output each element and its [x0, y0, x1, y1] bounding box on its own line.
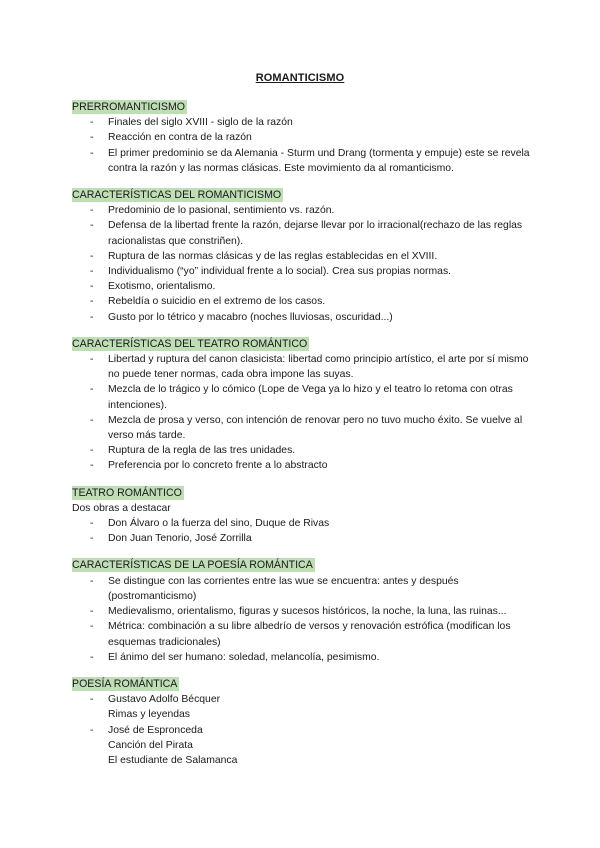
dash-marker: -: [90, 205, 94, 217]
list-item-text: Gusto por lo tétrico y macabro (noches lluviosas, oscuridad...): [108, 311, 393, 323]
section-caracteristicas-romanticismo: [72, 188, 542, 325]
dash-marker: -: [90, 533, 94, 545]
list-item-text: Finales del siglo XVIII - siglo de la razón: [108, 117, 293, 129]
bullet-list: [72, 352, 542, 474]
bullet-list: [72, 574, 542, 665]
list-item: [72, 531, 542, 546]
dash-marker: -: [90, 250, 94, 262]
dash-marker: -: [90, 575, 94, 587]
section-heading: CARACTERÍSTICAS DEL TEATRO ROMÁNTICO: [72, 337, 308, 350]
list-item-text: Ruptura de las normas clásicas y de las reglas establecidas en el XVIII.: [108, 250, 438, 262]
work-title: Rimas y leyendas: [108, 709, 191, 721]
dash-marker: -: [90, 694, 94, 706]
section-poesia-romantica: [72, 677, 542, 768]
bullet-list: [72, 203, 542, 325]
section-heading: TEATRO ROMÁNTICO: [72, 486, 182, 499]
author-name: Gustavo Adolfo Bécquer: [108, 694, 221, 706]
list-item: [72, 130, 542, 145]
section-teatro-romantico: [72, 486, 542, 547]
list-item-text: Medievalismo, orientalismo, figuras y sucesos históricos, la noche, la luna, las ruinas...: [108, 606, 507, 618]
work-title: El estudiante de Salamanca: [108, 754, 238, 766]
dash-marker: -: [90, 460, 94, 472]
list-item: [72, 115, 542, 130]
dash-marker: -: [90, 266, 94, 278]
author-item: [72, 723, 542, 769]
list-item-text: Don Álvaro o la fuerza del sino, Duque de Rivas: [108, 518, 330, 530]
list-item: [72, 516, 542, 531]
dash-marker: -: [90, 281, 94, 293]
list-item: [72, 294, 542, 309]
list-item-text: Ruptura de la regla de las tres unidades.: [108, 445, 296, 457]
document-body: [72, 100, 542, 780]
list-item-text: El primer predominio se da Alemania - Sturm und Drang (tormenta y empuje) este se revela contra la razón y las normas clásicas. Este movimiento da al romanticismo.: [108, 147, 530, 174]
list-item: [72, 352, 542, 382]
list-item: [72, 619, 542, 649]
document-title: ROMANTICISMO: [255, 72, 345, 84]
dash-marker: -: [90, 621, 94, 633]
author-name: José de Espronceda: [108, 724, 203, 736]
list-item-text: Libertad y ruptura del canon clasicista: libertad como principio artístico, el arte por sí mismo no puede tener normas, cada obra impone las suyas.: [108, 354, 529, 381]
section-caracteristicas-poesia: [72, 558, 542, 664]
list-item: [72, 146, 542, 176]
list-item-text: Métrica: combinación a su libre albedrío de versos y renovación estrófica (modifican los esquemas tradicionales): [108, 621, 511, 648]
list-item: [72, 443, 542, 458]
list-item-text: Preferencia por lo concreto frente a lo abstracto: [108, 460, 328, 472]
list-item-text: El ánimo del ser humano: soledad, melancolía, pesimismo.: [108, 651, 380, 663]
list-item: [72, 203, 542, 218]
list-item: [72, 218, 542, 248]
dash-marker: -: [90, 414, 94, 426]
dash-marker: -: [90, 296, 94, 308]
dash-marker: -: [90, 724, 94, 736]
list-item: [72, 382, 542, 412]
list-item: [72, 574, 542, 604]
list-item-text: Rebeldía o suicidio en el extremo de los casos.: [108, 296, 326, 308]
list-item-text: Reacción en contra de la razón: [108, 132, 252, 144]
list-item: [72, 310, 542, 325]
dash-marker: -: [90, 606, 94, 618]
dash-marker: -: [90, 518, 94, 530]
dash-marker: -: [90, 117, 94, 129]
list-item: [72, 604, 542, 619]
work-title: Canción del Pirata: [108, 739, 193, 751]
dash-marker: -: [90, 445, 94, 457]
list-item-text: Mezcla de prosa y verso, con intención de renovar pero no tuvo mucho éxito. Se vuelve al verso más tarde.: [108, 414, 523, 442]
list-item: [72, 458, 542, 473]
section-heading: CARACTERÍSTICAS DE LA POESÍA ROMÁNTICA: [72, 559, 313, 572]
bullet-list: [72, 516, 542, 546]
author-list: [72, 692, 542, 768]
list-item-text: Don Juan Tenorio, José Zorrilla: [108, 533, 252, 545]
section-prerromanticismo: [72, 100, 542, 176]
list-item: [72, 413, 542, 443]
section-heading: CARACTERÍSTICAS DEL ROMANTICISMO: [72, 189, 282, 202]
list-item: [72, 650, 542, 665]
list-item-text: Exotismo, orientalismo.: [108, 281, 216, 293]
list-item-text: Individualismo (“yo” individual frente a lo social). Crea sus propias normas.: [108, 266, 452, 278]
section-heading: POESÍA ROMÁNTICA: [72, 677, 178, 690]
dash-marker: -: [90, 384, 94, 396]
dash-marker: -: [90, 147, 94, 159]
section-intro: Dos obras a destacar: [72, 502, 171, 514]
dash-marker: -: [90, 132, 94, 144]
dash-marker: -: [90, 311, 94, 323]
list-item: [72, 249, 542, 264]
author-item: [72, 692, 542, 722]
list-item: [72, 264, 542, 279]
dash-marker: -: [90, 220, 94, 232]
dash-marker: -: [90, 354, 94, 366]
bullet-list: [72, 115, 542, 176]
list-item-text: Se distingue con las corrientes entre las wue se encuentra: antes y después (postromanticismo): [108, 575, 459, 602]
dash-marker: -: [90, 651, 94, 663]
section-caracteristicas-teatro: [72, 337, 542, 474]
list-item-text: Defensa de la libertad frente la razón, dejarse llevar por lo irracional(rechazo de las reglas racionalistas que constriñen).: [108, 220, 523, 247]
section-heading: PRERROMANTICISMO: [72, 101, 186, 113]
list-item-text: Mezcla de lo trágico y lo cómico (Lope de Vega ya lo hizo y el teatro lo retoma con otras intenciones).: [108, 384, 513, 411]
list-item: [72, 279, 542, 294]
list-item-text: Predominio de lo pasional, sentimiento vs. razón.: [108, 205, 335, 217]
